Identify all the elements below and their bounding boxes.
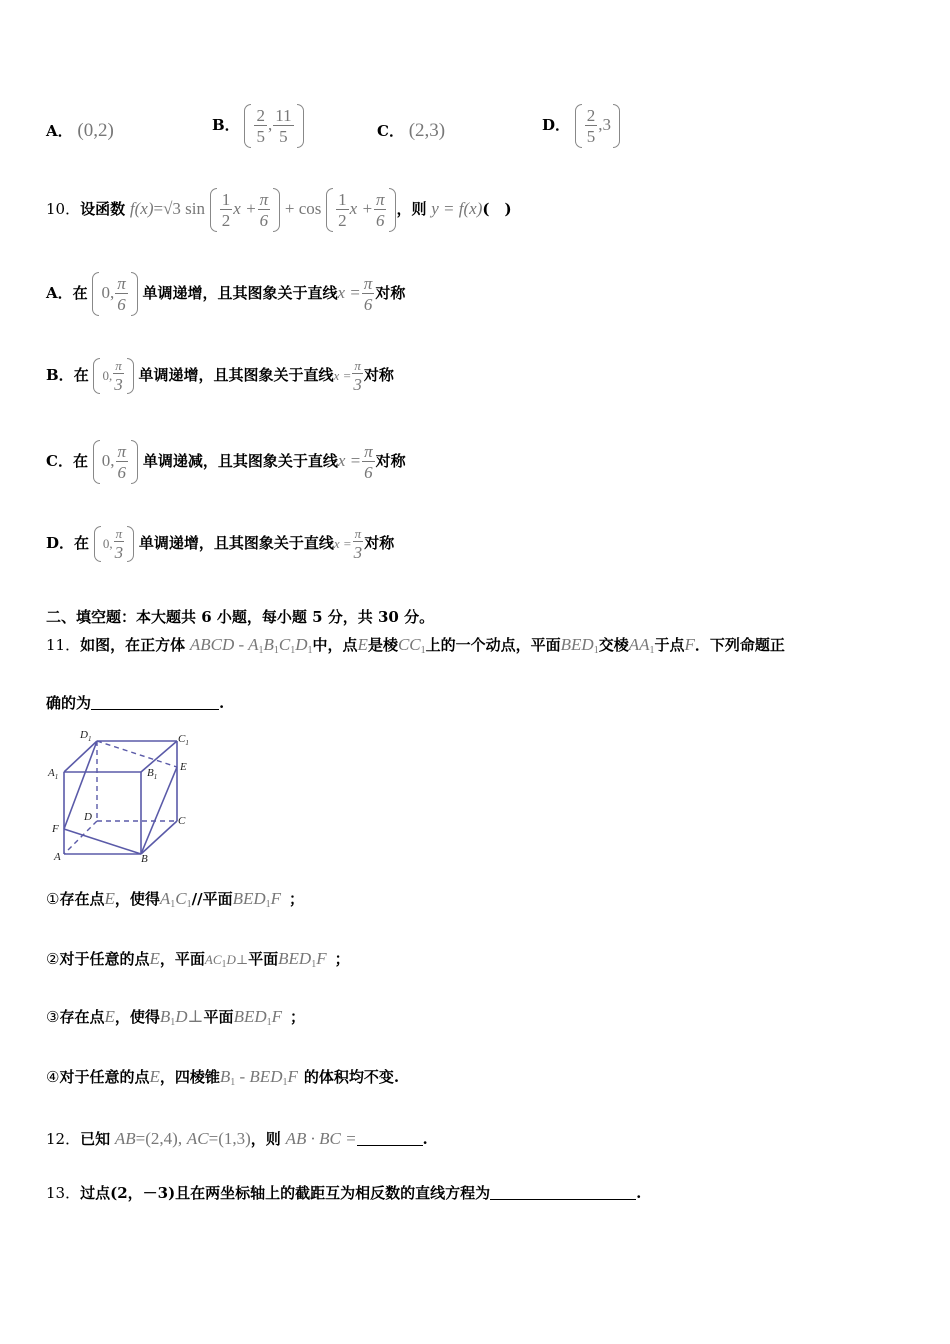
q10-option-b: B．在 0, $\frac{\pi}{3}$ 单调递增，且其图象关于直线x = $\frac{\pi}{3}$ 对称 <box>46 358 394 394</box>
option-label: D． <box>542 116 571 134</box>
label-b: B <box>141 853 148 865</box>
label-c1: $C_1$ <box>178 733 189 747</box>
edge-bc <box>141 821 177 854</box>
cube-figure <box>44 724 194 866</box>
label-e: E <box>180 761 187 773</box>
edge-be <box>141 767 177 854</box>
q13-stem: 13．过点(2，－3)且在两坐标轴上的截距互为相反数的直线方程为 . <box>46 1184 642 1202</box>
edge-a1d1 <box>64 741 97 772</box>
q9-option-d: D． $\frac{2}{5}$ ,3 <box>542 104 620 148</box>
q11-item-1: ①存在点E，使得$A_1C_1//$平面$BED_1F$ ； <box>46 889 305 910</box>
label-c: C <box>178 815 186 827</box>
q11-item-2: ②对于任意的点E，平面$AC_1D\perp$平面$BED_1F$ ； <box>46 949 350 970</box>
option-content: (2,3) <box>408 120 446 141</box>
edge-d1f <box>64 741 97 829</box>
label-b1: $B_1$ <box>147 767 158 781</box>
answer-blank[interactable] <box>357 1145 423 1146</box>
q11-item-4: ④对于任意的点E，四棱锥$B_1 - BED_1F$ 的体积均不变. <box>46 1067 400 1088</box>
q10-stem: 10．设函数 f(x)=√3 sin $\frac{1}{2}$ x + $\frac{\pi}{6}$ + cos $\frac{1}{2}$ x + $\frac{\pi}{6}$ ，则 y = f(x)( ) <box>46 190 512 230</box>
q9-option-c <box>377 120 445 142</box>
label-f: F <box>52 823 59 835</box>
answer-blank[interactable] <box>91 709 219 710</box>
q10-option-c: C．在 0, $\frac{\pi}{6}$ 单调递减，且其图象关于直线x = $\frac{\pi}{6}$ 对称 <box>46 442 406 482</box>
q9-option-b: B． $\frac{2}{5}$ , $\frac{11}{5}$ <box>212 104 304 148</box>
q10-option-d: D．在 0, $\frac{\pi}{3}$ 单调递增，且其图象关于直线x = $\frac{\pi}{3}$ 对称 <box>46 526 395 562</box>
answer-blank[interactable] <box>490 1199 636 1200</box>
option-content: (0,2) <box>77 120 114 141</box>
q10-option-a: A．在 0, $\frac{\pi}{6}$ 单调递增，且其图象关于直线x = $\frac{\pi}{6}$ 对称 <box>46 274 406 314</box>
q9-option-a <box>46 120 114 142</box>
label-a1: $A_1$ <box>48 767 59 781</box>
label-a: A <box>54 851 61 863</box>
option-label: B． <box>212 116 240 134</box>
q11-item-3: ③存在点E，使得$B_1D\perp$平面$BED_1F$ ； <box>46 1007 306 1028</box>
option-label: A． <box>46 122 73 140</box>
section-heading: 二、填空题：本大题共 6 小题，每小题 5 分，共 30 分。 <box>46 608 435 626</box>
edge-d1e <box>97 741 177 767</box>
label-d: D <box>84 811 92 823</box>
q11-stem-line2: 确的为 . <box>46 694 225 712</box>
q11-stem: 11．如图，在正方体 ABCD - $A_1B_1C_1D_1$中，点E是棱$CC_1$上的一个动点，平面$BED_1$交棱$AA_1$于点F．下列命题正 <box>46 635 785 656</box>
option-label: C． <box>377 122 404 140</box>
q12-stem: 12．已知 AB=(2,4), AC=(1,3)，则 AB · BC = . <box>46 1129 428 1148</box>
label-d1: $D_1$ <box>80 729 92 743</box>
